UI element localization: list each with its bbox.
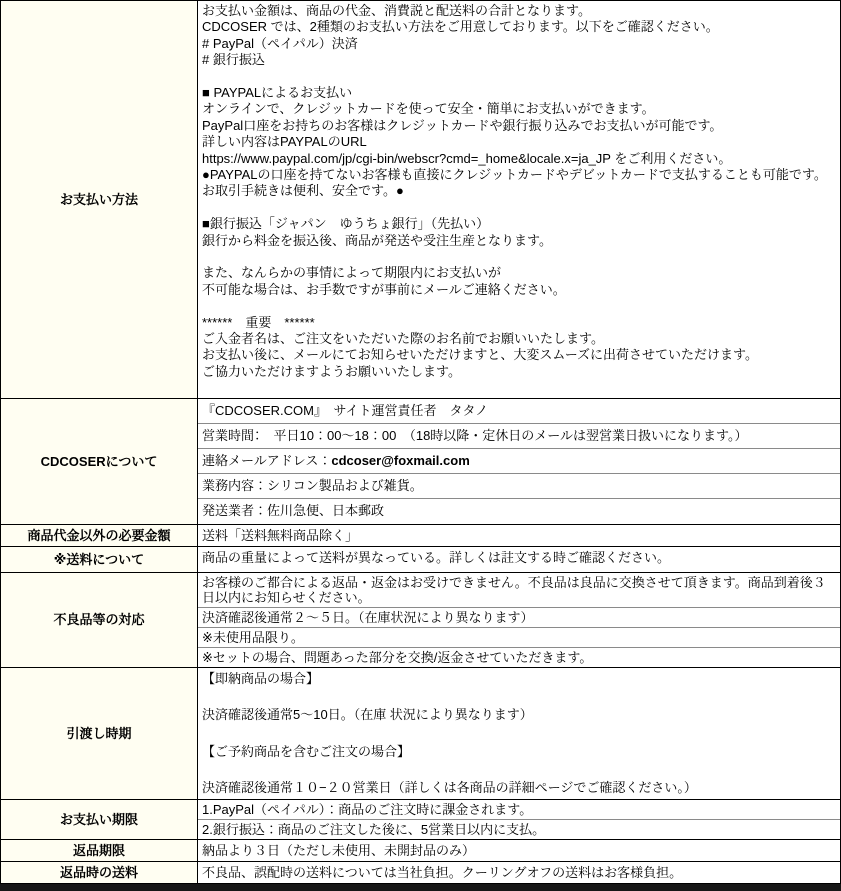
row-label-return-deadline: 返品期限	[1, 840, 198, 861]
blank-line	[202, 249, 836, 265]
blank-line	[202, 298, 836, 314]
text-line: # PayPal（ペイパル）決済	[202, 35, 358, 51]
text-line: お支払い後に、メールにてお知らせいただけますと、大変スムーズに出荷させていただけます。	[202, 347, 759, 363]
text-line: PayPal口座をお持ちのお客様はクレジットカードや銀行振り込みでお支払いが可能です。	[202, 117, 723, 133]
business-description-line: 業務内容：シリコン製品および雑貨。	[198, 474, 840, 499]
blank-line	[202, 761, 836, 779]
row-label-defective-items: 不良品等の対応	[1, 573, 198, 667]
site-operator-line: 『CDCOSER.COM』 サイト運営責任者 タタノ	[198, 399, 840, 424]
shipping-note-content: 商品の重量によって送料が異なっている。詳しくは註文する時ご確認ください。	[198, 547, 840, 572]
text-line: ■ PAYPALによるお支払い	[202, 85, 353, 101]
shipping-carriers-line: 発送業者：佐川急便、日本郵政	[202, 503, 385, 518]
important-notice-heading: ****** 重要 ******	[202, 314, 315, 330]
text-line: お取引手続きは便利、安全です。●	[202, 183, 404, 199]
row-label-return-shipping: 返品時の送料	[1, 862, 198, 883]
row-shipping-note	[1, 547, 840, 573]
contact-email: cdcoser@foxmail.com	[331, 453, 470, 468]
text-line: 詳しい内容はPAYPALのURL	[202, 134, 367, 150]
row-delivery-timing	[1, 668, 840, 800]
text-line: CDCOSER では、2種類のお支払い方法をご用意しております。以下をご確認ください。	[202, 19, 719, 35]
row-label-extra-fees: 商品代金以外の必要金額	[1, 525, 198, 546]
paypal-url-text: https://www.paypal.com/jp/cgi-bin/webscr?cmd=_home&locale.x=ja_JP をご利用ください。	[202, 150, 732, 166]
return-shipping-content: 不良品、誤配時の送料については当社負担。クーリングオフの送料はお客様負担。	[198, 862, 840, 883]
text-line: ●PAYPALの口座を持てないお客様も直接にクレジットカードやデビットカードで支払することも可能です。	[202, 167, 827, 183]
row-label-shipping-note: ※送料について	[1, 547, 198, 572]
preorder-timing-line: 決済確認後通常１０−２０営業日（詳しくは各商品の詳細ページでご確認ください。）	[202, 780, 697, 796]
defective-items-content	[198, 573, 840, 667]
payment-method-content	[198, 1, 840, 398]
contact-email-label: 連絡メールアドレス：	[202, 453, 332, 468]
text-line: ご協力いただけますようお願いいたします。	[202, 363, 461, 379]
about-cdcoser-content	[198, 399, 840, 524]
text-line: オンラインで、クレジットカードを使って安全・簡単にお支払いができます。	[202, 101, 655, 117]
row-return-shipping	[1, 862, 840, 884]
row-label-delivery-timing: 引渡し時期	[1, 668, 198, 799]
text-line: お支払い金額は、商品の代金、消費説と配送料の合計となります。	[202, 3, 591, 18]
return-policy-line: お客様のご都合による返品・返金はお受けできません。不良品は良品に交換させて頂きます。商品到着後３日以内にお知らせください。	[198, 573, 840, 608]
row-label-payment-deadline: お支払い期限	[1, 800, 198, 839]
text-line: # 銀行振込	[202, 52, 265, 68]
row-label-payment-method: お支払い方法	[1, 1, 198, 398]
text-line: ご入金者名は、ご注文をいただいた際のお名前でお願いいたします。	[202, 331, 604, 347]
row-payment-method	[1, 1, 840, 399]
delivery-timing-content	[198, 668, 840, 799]
in-stock-heading: 【即納商品の場合】	[202, 671, 320, 686]
row-defective-items	[1, 573, 840, 668]
text-line: また、なんらかの事情によって期限内にお支払いが	[202, 265, 502, 281]
in-stock-timing-line: 決済確認後通常5〜10日。（在庫 状況により異なります）	[202, 707, 533, 723]
row-label-about-cdcoser: CDCOSERについて	[1, 399, 198, 524]
blank-line	[202, 69, 836, 85]
unused-only-line: ※未使用品限り。	[198, 628, 840, 648]
payment-deadline-content	[198, 800, 840, 839]
return-deadline-content: 納品より３日（ただし未使用、未開封品のみ）	[198, 840, 840, 861]
paypal-deadline-line: 1.PayPal（ペイパル）：商品のご注文時に課金されます。	[198, 800, 840, 820]
set-exchange-line: ※セットの場合、問題あった部分を交換/返金させていただきます。	[202, 650, 593, 665]
bank-transfer-deadline-line: 2.銀行振込：商品のご注文した後に、5営業日以内に支払。	[202, 822, 546, 838]
business-hours-line: 営業時間： 平日10：00〜18：00 （18時以降・定休日のメールは翌営業日扱いになります。）	[198, 424, 840, 449]
preorder-heading: 【ご予約商品を含むご注文の場合】	[202, 743, 411, 759]
text-line: 銀行から料金を振込後、商品が発送や受注生産となります。	[202, 232, 552, 248]
footer-bar	[0, 884, 841, 891]
blank-line	[202, 200, 836, 216]
extra-fees-content: 送料「送料無料商品除く」	[198, 525, 840, 546]
row-return-deadline	[1, 840, 840, 862]
exchange-time-line: 決済確認後通常２〜５日。（在庫状況により異なります）	[198, 608, 840, 628]
row-extra-fees	[1, 525, 840, 547]
text-line: ■銀行振込「ジャパン ゆうちょ銀行」（先払い）	[202, 216, 490, 232]
blank-line	[202, 725, 836, 743]
row-payment-deadline	[1, 800, 840, 840]
row-about-cdcoser	[1, 399, 840, 525]
blank-line	[202, 688, 836, 706]
text-line: 不可能な場合は、お手数ですが事前にメールご連絡ください。	[202, 281, 566, 297]
contact-email-line	[198, 449, 840, 474]
